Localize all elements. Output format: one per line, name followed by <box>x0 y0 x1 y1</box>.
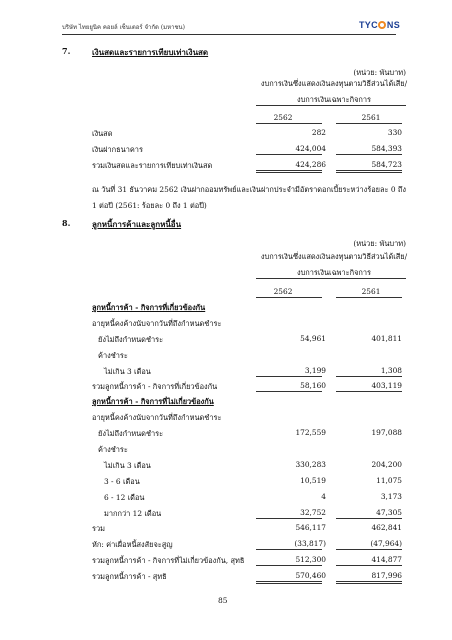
table-row-label: ไม่เกิน 3 เดือน <box>104 367 151 376</box>
section-7-colgroup-line1: งบการเงินซึ่งแสดงเงินลงทุนตามวิธีส่วนได้เสีย/ <box>260 79 408 88</box>
table-row-label: ไม่เกิน 3 เดือน <box>104 461 151 470</box>
total-rule <box>256 581 322 582</box>
table-cell-2561: 330 <box>387 128 402 137</box>
section-8-title: ลูกหนี้การค้าและลูกหนี้อื่น <box>92 219 182 229</box>
subtotal-rule <box>256 518 322 519</box>
section-7-number: 7. <box>62 46 71 56</box>
section-7-note-line2: 1 ต่อปี (2561: ร้อยละ 0 ถึง 1 ต่อปี) <box>92 201 207 210</box>
table-row-label: เงินสด <box>92 129 113 138</box>
table-row-label: อายุหนี้คงค้างนับจากวันที่ถึงกำหนดชำระ <box>92 319 222 328</box>
subtotal-rule <box>256 376 322 377</box>
table-cell-2561: 401,811 <box>371 334 402 343</box>
table-row-label: หัก: ค่าเผื่อหนี้สงสัยจะสูญ <box>92 540 173 549</box>
table-row-label: เงินฝากธนาคาร <box>92 145 143 154</box>
table-cell-2562: 32,752 <box>300 508 326 517</box>
table-row-label: รวมลูกหนี้การค้า - กิจการที่ไม่เกี่ยวข้องกัน, สุทธิ <box>92 556 245 565</box>
section-7-unit: (หน่วย: พันบาท) <box>353 68 406 77</box>
section-8-unit: (หน่วย: พันบาท) <box>353 239 406 248</box>
table-cell-2562: 58,160 <box>300 381 326 390</box>
section-8-col2-underline <box>336 297 402 298</box>
logo-ring-icon <box>378 21 386 29</box>
section-7-col2-header: 2561 <box>361 113 381 122</box>
subtotal-rule <box>256 565 322 566</box>
company-name: บริษัท ไทยยูนิค คอยล์ เซ็นเตอร์ จำกัด (มหาชน) <box>62 24 185 31</box>
table-cell-2561: 1,308 <box>380 366 402 375</box>
section-7-col1-underline <box>256 123 322 124</box>
table-row-label: รวมเงินสดและรายการเทียบเท่าเงินสด <box>92 161 213 170</box>
subtotal-rule <box>256 549 322 550</box>
table-cell-2562: 10,519 <box>300 476 326 485</box>
table-cell-2561: 817,996 <box>371 571 402 580</box>
table-cell-2561: 47,305 <box>376 508 402 517</box>
table-row-label: อายุหนี้คงค้างนับจากวันที่ถึงกำหนดชำระ <box>92 413 222 422</box>
table-row-label: ยังไม่ถึงกำหนดชำระ <box>98 429 164 438</box>
header-rule <box>62 34 396 35</box>
total-rule <box>336 583 402 584</box>
table-row-label: 6 - 12 เดือน <box>104 493 145 502</box>
company-logo <box>359 20 400 30</box>
section-8-col1-header: 2562 <box>273 287 293 296</box>
subtotal-rule <box>336 154 402 155</box>
table-row-label: รวมลูกหนี้การค้า - สุทธิ <box>92 572 167 581</box>
subtotal-rule <box>336 391 402 392</box>
table-cell-2562: 424,286 <box>295 160 326 169</box>
table-cell-2562: 282 <box>311 128 326 137</box>
table-cell-2562: 546,117 <box>295 523 326 532</box>
section-7-note-line1: ณ วันที่ 31 ธันวาคม 2562 เงินฝากออมทรัพย์และเงินฝากประจำมีอัตราดอกเบี้ยระหว่างร้อยละ 0 ถึง <box>92 185 406 194</box>
subtotal-rule <box>336 549 402 550</box>
table-cell-2561: 462,841 <box>371 523 402 532</box>
table-cell-2562: 4 <box>321 492 326 501</box>
total-rule <box>336 172 402 173</box>
section-7-colgroup-underline <box>256 105 406 106</box>
subtotal-rule <box>256 154 322 155</box>
table-row-label: รวม <box>92 524 105 533</box>
page-number: 85 <box>218 596 228 605</box>
total-rule <box>336 581 402 582</box>
table-subheading: ลูกหนี้การค้า - กิจการที่ไม่เกี่ยวข้องกัน <box>92 397 214 406</box>
table-row-label: มากกว่า 12 เดือน <box>104 509 162 518</box>
section-8-colgroup-line2: งบการเงินเฉพาะกิจการ <box>296 268 372 277</box>
table-cell-2562: 172,559 <box>295 428 326 437</box>
table-cell-2562: 3,199 <box>304 366 326 375</box>
table-cell-2562: 424,004 <box>295 144 326 153</box>
logo-text-left: TYC <box>358 20 378 30</box>
section-7-col1-header: 2562 <box>273 113 293 122</box>
table-cell-2561: (47,964) <box>370 539 402 548</box>
subtotal-rule <box>336 518 402 519</box>
table-cell-2562: (33,817) <box>294 539 326 548</box>
table-subheading: ลูกหนี้การค้า - กิจการที่เกี่ยวข้องกัน <box>92 303 206 312</box>
table-cell-2562: 512,300 <box>295 555 326 564</box>
total-rule <box>256 583 322 584</box>
subtotal-rule <box>336 376 402 377</box>
section-7-title: เงินสดและรายการเทียบเท่าเงินสด <box>92 47 209 57</box>
table-cell-2561: 584,393 <box>371 144 402 153</box>
total-rule <box>336 170 402 171</box>
section-7-colgroup-line2: งบการเงินเฉพาะกิจการ <box>296 95 372 104</box>
table-cell-2561: 414,877 <box>371 555 402 564</box>
table-row-label: ค้างชำระ <box>98 445 128 454</box>
table-cell-2562: 570,460 <box>295 571 326 580</box>
table-row-label: รวมลูกหนี้การค้า - กิจการที่เกี่ยวข้องกัน <box>92 382 218 391</box>
table-row-label: ยังไม่ถึงกำหนดชำระ <box>98 335 164 344</box>
table-cell-2561: 3,173 <box>380 492 402 501</box>
section-8-colgroup-line1: งบการเงินซึ่งแสดงเงินลงทุนตามวิธีส่วนได้เสีย/ <box>260 252 408 261</box>
table-cell-2561: 11,075 <box>376 476 402 485</box>
table-row-label: ค้างชำระ <box>98 351 128 360</box>
table-cell-2561: 584,723 <box>371 160 402 169</box>
subtotal-rule <box>336 565 402 566</box>
table-cell-2562: 54,961 <box>300 334 326 343</box>
section-8-colgroup-underline <box>256 278 406 279</box>
logo-text-right: NS <box>386 20 400 30</box>
table-cell-2562: 330,283 <box>295 460 326 469</box>
table-row-label: 3 - 6 เดือน <box>104 477 140 486</box>
subtotal-rule <box>256 391 322 392</box>
section-7-col2-underline <box>336 123 402 124</box>
table-cell-2561: 197,088 <box>371 428 402 437</box>
total-rule <box>256 172 322 173</box>
table-cell-2561: 204,200 <box>371 460 402 469</box>
section-8-col2-header: 2561 <box>361 287 381 296</box>
section-8-col1-underline <box>256 297 322 298</box>
section-8-number: 8. <box>62 218 71 228</box>
table-cell-2561: 403,119 <box>371 381 402 390</box>
total-rule <box>256 170 322 171</box>
